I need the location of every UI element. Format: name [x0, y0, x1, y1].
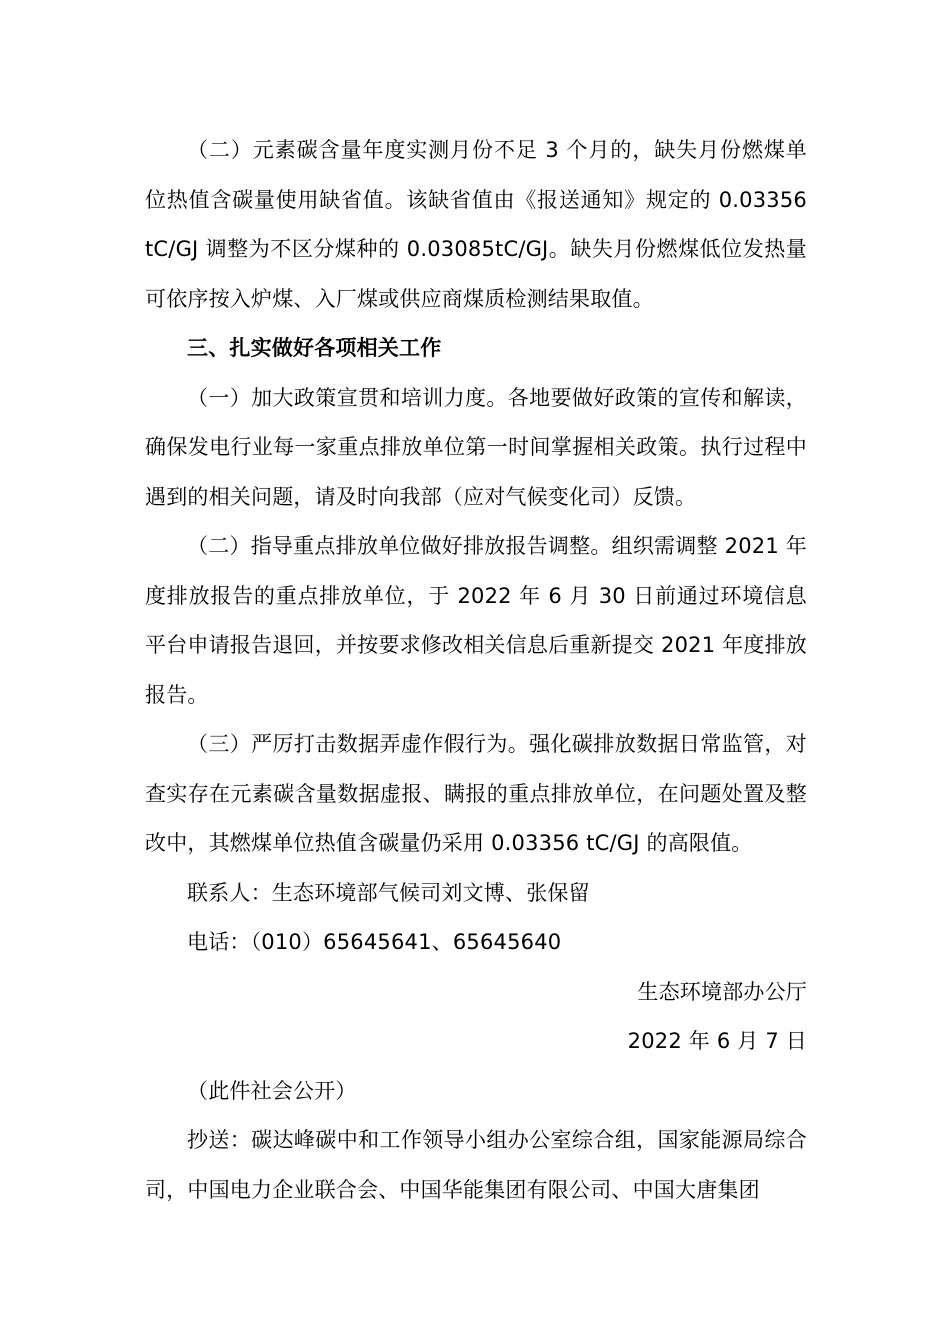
- cc-list: 抄送：碳达峰碳中和工作领导小组办公室综合组，国家能源局综合司，中国电力企业联合会、中国华能集团有限公司、中国大唐集团: [145, 1128, 807, 1202]
- contact-person: 联系人：生态环境部气候司刘文博、张保留: [187, 880, 590, 905]
- paragraph-policy-training: （一）加大政策宣贯和培训力度。各地要做好政策的宣传和解读，确保发电行业每一家重点排放单位第一时间掌握相关政策。执行过程中遇到的相关问题，请及时向我部（应对气候变化司）反馈。: [145, 385, 807, 509]
- paragraph-report-adjustment: （二）指导重点排放单位做好排放报告调整。组织需调整 2021 年度排放报告的重点排放单位，于 2022 年 6 月 30 日前通过环境信息平台申请报告退回，并按要求修改相关信息后重新提交 2021 年度排放报告。: [145, 534, 807, 707]
- contact-phone: 电话：（010）65645641、65645640: [187, 930, 562, 954]
- section-heading-3: 三、扎实做好各项相关工作: [187, 336, 442, 360]
- issuer-name: 生态环境部办公厅: [637, 979, 807, 1004]
- document-page: [145, 126, 807, 1215]
- paragraph-data-fraud: （三）严厉打击数据弄虚作假行为。强化碳排放数据日常监管，对查实存在元素碳含量数据虚报、瞒报的重点排放单位，在问题处置及整改中，其燃煤单位热值含碳量仍采用 0.03356 tC/GJ 的高限值。: [145, 732, 807, 855]
- public-note: （此件社会公开）: [187, 1078, 357, 1103]
- issue-date: 2022 年 6 月 7 日: [627, 1029, 807, 1053]
- paragraph-missing-months: （二）元素碳含量年度实测月份不足 3 个月的，缺失月份燃煤单位热值含碳量使用缺省值。该缺省值由《报送通知》规定的 0.03356 tC/GJ 调整为不区分煤种的 0.03085tC/GJ。缺失月份燃煤低位发热量可依序按入炉煤、入厂煤或供应商煤质检测结果取值。: [145, 138, 807, 311]
